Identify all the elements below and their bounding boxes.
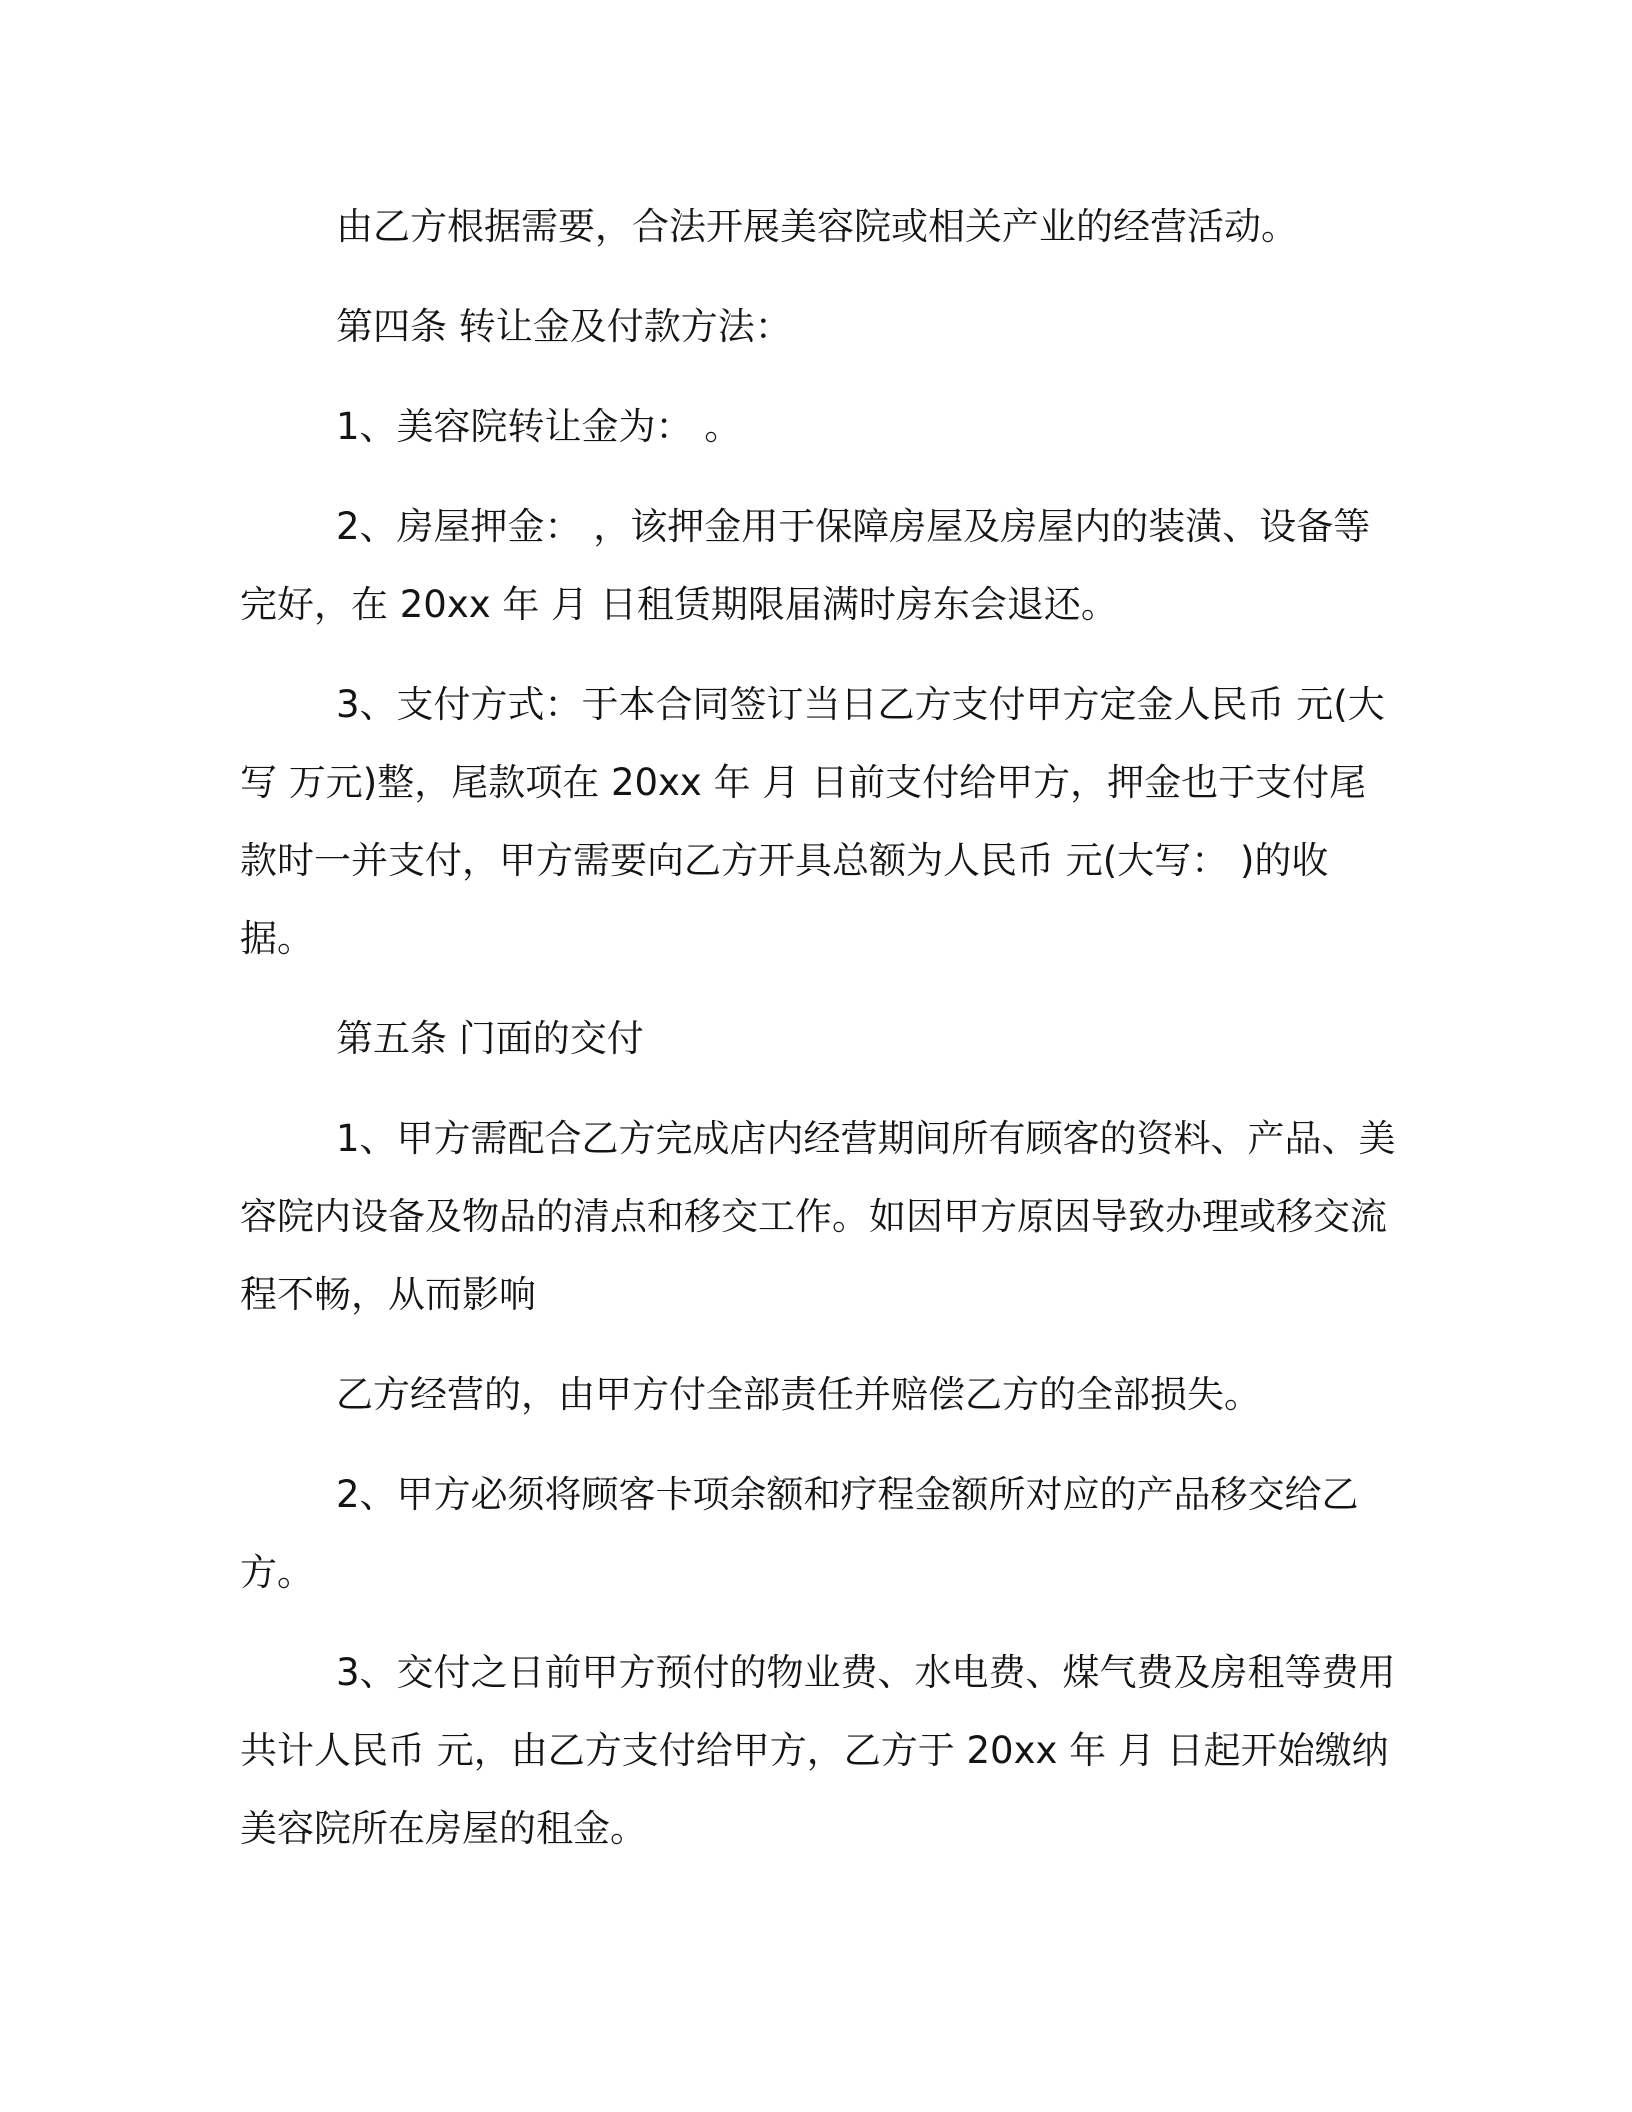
document-body bbox=[240, 188, 1396, 1890]
paragraph-prepaid-fees: 3、交付之日前甲方预付的物业费、水电费、煤气费及房租等费用共计人民币 元，由乙方支付给甲方，乙方于 20xx 年 月 日起开始缴纳美容院所在房屋的租金。 bbox=[240, 1651, 1396, 1850]
heading-article-four: 第四条 转让金及付款方法： bbox=[336, 305, 792, 348]
paragraph-customer-balance: 2、甲方必须将顾客卡项余额和疗程金额所对应的产品移交给乙方。 bbox=[240, 1473, 1359, 1594]
paragraph-house-deposit: 2、房屋押金： ，该押金用于保障房屋及房屋内的装潢、设备等完好，在 20xx 年 月 日租赁期限届满时房东会退还。 bbox=[240, 505, 1371, 626]
paragraph-transfer-fee: 1、美容院转让金为： 。 bbox=[336, 405, 742, 448]
paragraph-handover-cooperation: 1、甲方需配合乙方完成店内经营期间所有顾客的资料、产品、美容院内设备及物品的清点和移交工作。如因甲方原因导致办理或移交流程不畅，从而影响 bbox=[240, 1117, 1396, 1316]
paragraph-payment-method: 3、支付方式：于本合同签订当日乙方支付甲方定金人民币 元(大写 万元)整，尾款项在 20xx 年 月 日前支付给甲方，押金也于支付尾款时一并支付，甲方需要向乙方开具总额为人民币 元(大写： )的收据。 bbox=[240, 683, 1385, 960]
paragraph-liability: 乙方经营的，由甲方付全部责任并赔偿乙方的全部损失。 bbox=[336, 1373, 1261, 1416]
heading-article-five: 第五条 门面的交付 bbox=[336, 1017, 644, 1060]
paragraph-business-scope: 由乙方根据需要，合法开展美容院或相关产业的经营活动。 bbox=[336, 205, 1298, 248]
